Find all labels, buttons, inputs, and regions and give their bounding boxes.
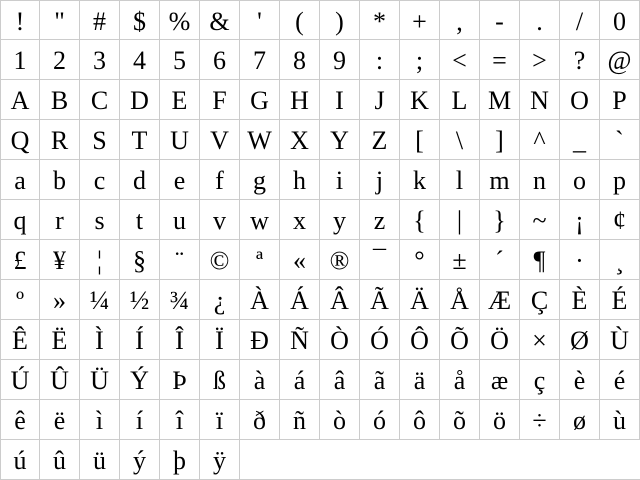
glyph-cell[interactable]: h <box>280 160 320 200</box>
empty-cell <box>280 440 320 480</box>
glyph-cell[interactable]: Õ <box>440 320 480 360</box>
glyph-cell[interactable]: y <box>320 200 360 240</box>
glyph-cell[interactable]: Ç <box>520 280 560 320</box>
glyph-cell[interactable]: Â <box>320 280 360 320</box>
glyph-cell[interactable]: × <box>520 320 560 360</box>
glyph-cell[interactable]: m <box>480 160 520 200</box>
glyph-cell[interactable]: 1 <box>0 40 40 80</box>
glyph-cell[interactable]: Ä <box>400 280 440 320</box>
glyph-cell[interactable]: Y <box>320 120 360 160</box>
glyph-cell[interactable]: Æ <box>480 280 520 320</box>
glyph-cell[interactable]: ! <box>0 0 40 40</box>
glyph-cell[interactable]: Ù <box>600 320 640 360</box>
glyph-cell[interactable]: Ê <box>0 320 40 360</box>
glyph-cell[interactable]: ã <box>360 360 400 400</box>
glyph-cell[interactable]: ¨ <box>160 240 200 280</box>
glyph-cell[interactable]: Q <box>0 120 40 160</box>
glyph-cell[interactable]: F <box>200 80 240 120</box>
glyph-cell[interactable]: Í <box>120 320 160 360</box>
glyph-cell[interactable]: t <box>120 200 160 240</box>
empty-cell <box>360 440 400 480</box>
glyph-cell[interactable]: / <box>560 0 600 40</box>
glyph-cell[interactable]: õ <box>440 400 480 440</box>
glyph-cell[interactable]: v <box>200 200 240 240</box>
glyph-cell[interactable]: I <box>320 80 360 120</box>
glyph-cell[interactable]: æ <box>480 360 520 400</box>
glyph-cell[interactable]: ø <box>560 400 600 440</box>
glyph-cell[interactable]: k <box>400 160 440 200</box>
glyph-cell[interactable]: r <box>40 200 80 240</box>
glyph-cell[interactable]: ý <box>120 440 160 480</box>
glyph-cell[interactable]: » <box>40 280 80 320</box>
empty-cell <box>600 440 640 480</box>
glyph-cell[interactable]: ä <box>400 360 440 400</box>
glyph-cell[interactable]: ½ <box>120 280 160 320</box>
glyph-cell[interactable]: ¡ <box>560 200 600 240</box>
glyph-cell[interactable]: ? <box>560 40 600 80</box>
glyph-cell[interactable]: Ë <box>40 320 80 360</box>
glyph-cell[interactable]: Ý <box>120 360 160 400</box>
glyph-cell[interactable]: > <box>520 40 560 80</box>
glyph-cell[interactable]: b <box>40 160 80 200</box>
glyph-cell[interactable]: < <box>440 40 480 80</box>
glyph-cell[interactable]: u <box>160 200 200 240</box>
glyph-cell[interactable]: ð <box>240 400 280 440</box>
glyph-cell[interactable]: l <box>440 160 480 200</box>
glyph-cell[interactable]: N <box>520 80 560 120</box>
glyph-cell[interactable]: ÷ <box>520 400 560 440</box>
glyph-cell[interactable]: ú <box>0 440 40 480</box>
glyph-cell[interactable]: · <box>560 240 600 280</box>
glyph-cell[interactable]: Ú <box>0 360 40 400</box>
glyph-cell[interactable]: ï <box>200 400 240 440</box>
empty-cell <box>400 440 440 480</box>
empty-cell <box>520 440 560 480</box>
glyph-cell[interactable]: % <box>160 0 200 40</box>
glyph-cell[interactable]: : <box>360 40 400 80</box>
glyph-cell[interactable]: « <box>280 240 320 280</box>
glyph-cell[interactable]: L <box>440 80 480 120</box>
glyph-cell[interactable]: ª <box>240 240 280 280</box>
glyph-cell[interactable]: ) <box>320 0 360 40</box>
glyph-cell[interactable]: 3 <box>80 40 120 80</box>
glyph-cell[interactable]: O <box>560 80 600 120</box>
glyph-cell[interactable]: g <box>240 160 280 200</box>
glyph-cell[interactable]: & <box>200 0 240 40</box>
glyph-cell[interactable]: ó <box>360 400 400 440</box>
glyph-cell[interactable]: E <box>160 80 200 120</box>
glyph-cell[interactable]: ü <box>80 440 120 480</box>
glyph-cell[interactable]: ì <box>80 400 120 440</box>
glyph-cell[interactable]: { <box>400 200 440 240</box>
glyph-cell[interactable]: c <box>80 160 120 200</box>
glyph-cell[interactable]: ö <box>480 400 520 440</box>
glyph-cell[interactable]: Z <box>360 120 400 160</box>
glyph-cell[interactable]: ñ <box>280 400 320 440</box>
glyph-cell[interactable]: ç <box>520 360 560 400</box>
glyph-cell[interactable]: â <box>320 360 360 400</box>
glyph-cell[interactable]: 0 <box>600 0 640 40</box>
empty-cell <box>480 440 520 480</box>
glyph-cell[interactable]: © <box>200 240 240 280</box>
glyph-cell[interactable]: i <box>320 160 360 200</box>
glyph-cell[interactable]: £ <box>0 240 40 280</box>
glyph-cell[interactable]: é <box>600 360 640 400</box>
glyph-cell[interactable]: ¼ <box>80 280 120 320</box>
glyph-cell[interactable]: î <box>160 400 200 440</box>
glyph-cell[interactable]: þ <box>160 440 200 480</box>
glyph-cell[interactable]: Û <box>40 360 80 400</box>
glyph-cell[interactable]: ¯ <box>360 240 400 280</box>
glyph-cell[interactable]: [ <box>400 120 440 160</box>
glyph-cell[interactable]: s <box>80 200 120 240</box>
glyph-cell[interactable]: à <box>240 360 280 400</box>
glyph-cell[interactable]: _ <box>560 120 600 160</box>
glyph-cell[interactable]: X <box>280 120 320 160</box>
glyph-cell[interactable]: § <box>120 240 160 280</box>
glyph-cell[interactable]: # <box>80 0 120 40</box>
glyph-cell[interactable]: f <box>200 160 240 200</box>
glyph-cell[interactable]: ° <box>400 240 440 280</box>
glyph-cell[interactable]: Î <box>160 320 200 360</box>
glyph-cell[interactable]: í <box>120 400 160 440</box>
glyph-cell[interactable]: ¦ <box>80 240 120 280</box>
empty-cell <box>240 440 280 480</box>
glyph-cell[interactable]: P <box>600 80 640 120</box>
glyph-cell[interactable]: D <box>120 80 160 120</box>
glyph-cell[interactable]: ` <box>600 120 640 160</box>
glyph-cell[interactable]: À <box>240 280 280 320</box>
glyph-cell[interactable]: 9 <box>320 40 360 80</box>
glyph-cell[interactable]: 6 <box>200 40 240 80</box>
glyph-cell[interactable]: Ð <box>240 320 280 360</box>
glyph-cell[interactable]: n <box>520 160 560 200</box>
glyph-cell[interactable]: ô <box>400 400 440 440</box>
glyph-cell[interactable]: + <box>400 0 440 40</box>
glyph-cell[interactable]: ( <box>280 0 320 40</box>
glyph-cell[interactable]: $ <box>120 0 160 40</box>
glyph-cell[interactable]: Ò <box>320 320 360 360</box>
glyph-cell[interactable]: è <box>560 360 600 400</box>
glyph-cell[interactable]: . <box>520 0 560 40</box>
glyph-cell[interactable]: ¿ <box>200 280 240 320</box>
glyph-cell[interactable]: ò <box>320 400 360 440</box>
glyph-cell[interactable]: ~ <box>520 200 560 240</box>
glyph-cell[interactable]: É <box>600 280 640 320</box>
glyph-cell[interactable]: G <box>240 80 280 120</box>
glyph-cell[interactable]: | <box>440 200 480 240</box>
glyph-cell[interactable]: d <box>120 160 160 200</box>
glyph-cell[interactable]: W <box>240 120 280 160</box>
glyph-cell[interactable]: J <box>360 80 400 120</box>
glyph-cell[interactable]: o <box>560 160 600 200</box>
glyph-cell[interactable]: x <box>280 200 320 240</box>
glyph-cell[interactable]: 8 <box>280 40 320 80</box>
glyph-cell[interactable]: ÿ <box>200 440 240 480</box>
glyph-cell[interactable]: ; <box>400 40 440 80</box>
glyph-cell[interactable]: ´ <box>480 240 520 280</box>
empty-cell <box>440 440 480 480</box>
glyph-cell[interactable]: R <box>40 120 80 160</box>
glyph-cell[interactable]: Ã <box>360 280 400 320</box>
glyph-cell[interactable]: a <box>0 160 40 200</box>
glyph-cell[interactable]: \ <box>440 120 480 160</box>
glyph-cell[interactable]: @ <box>600 40 640 80</box>
glyph-cell[interactable]: á <box>280 360 320 400</box>
glyph-cell[interactable]: Ø <box>560 320 600 360</box>
glyph-cell[interactable]: A <box>0 80 40 120</box>
glyph-cell[interactable]: ¾ <box>160 280 200 320</box>
glyph-cell[interactable]: ß <box>200 360 240 400</box>
glyph-cell[interactable]: Ô <box>400 320 440 360</box>
empty-cell <box>560 440 600 480</box>
glyph-cell[interactable]: ¥ <box>40 240 80 280</box>
glyph-cell[interactable]: T <box>120 120 160 160</box>
glyph-cell[interactable]: , <box>440 0 480 40</box>
glyph-cell[interactable]: M <box>480 80 520 120</box>
glyph-cell[interactable]: 2 <box>40 40 80 80</box>
glyph-cell[interactable]: U <box>160 120 200 160</box>
glyph-cell[interactable]: * <box>360 0 400 40</box>
glyph-cell[interactable]: H <box>280 80 320 120</box>
glyph-cell[interactable]: q <box>0 200 40 240</box>
glyph-cell[interactable]: Ö <box>480 320 520 360</box>
glyph-cell[interactable]: ® <box>320 240 360 280</box>
glyph-cell[interactable]: ± <box>440 240 480 280</box>
glyph-cell[interactable]: å <box>440 360 480 400</box>
glyph-cell[interactable]: ù <box>600 400 640 440</box>
glyph-cell[interactable]: V <box>200 120 240 160</box>
glyph-cell[interactable]: S <box>80 120 120 160</box>
glyph-cell[interactable]: C <box>80 80 120 120</box>
empty-cell <box>320 440 360 480</box>
glyph-cell[interactable]: = <box>480 40 520 80</box>
glyph-cell[interactable]: Å <box>440 280 480 320</box>
glyph-cell[interactable]: w <box>240 200 280 240</box>
glyph-cell[interactable]: K <box>400 80 440 120</box>
glyph-cell[interactable]: 4 <box>120 40 160 80</box>
glyph-cell[interactable]: } <box>480 200 520 240</box>
glyph-cell[interactable]: ' <box>240 0 280 40</box>
glyph-cell[interactable]: 7 <box>240 40 280 80</box>
glyph-cell[interactable]: Þ <box>160 360 200 400</box>
glyph-cell[interactable]: 5 <box>160 40 200 80</box>
glyph-cell[interactable]: - <box>480 0 520 40</box>
glyph-cell[interactable]: Á <box>280 280 320 320</box>
glyph-cell[interactable]: º <box>0 280 40 320</box>
glyph-cell[interactable]: B <box>40 80 80 120</box>
glyph-cell[interactable]: " <box>40 0 80 40</box>
glyph-cell[interactable]: e <box>160 160 200 200</box>
glyph-cell[interactable]: ¢ <box>600 200 640 240</box>
glyph-cell[interactable]: Ñ <box>280 320 320 360</box>
glyph-cell[interactable]: ¶ <box>520 240 560 280</box>
glyph-cell[interactable]: ë <box>40 400 80 440</box>
glyph-cell[interactable]: ê <box>0 400 40 440</box>
glyph-cell[interactable]: z <box>360 200 400 240</box>
glyph-cell[interactable]: ¸ <box>600 240 640 280</box>
glyph-cell[interactable]: û <box>40 440 80 480</box>
glyph-cell[interactable]: Ì <box>80 320 120 360</box>
glyph-cell[interactable]: p <box>600 160 640 200</box>
glyph-cell[interactable]: Ï <box>200 320 240 360</box>
glyph-cell[interactable]: ] <box>480 120 520 160</box>
glyph-cell[interactable]: ^ <box>520 120 560 160</box>
glyph-cell[interactable]: Ó <box>360 320 400 360</box>
glyph-cell[interactable]: È <box>560 280 600 320</box>
glyph-cell[interactable]: Ü <box>80 360 120 400</box>
glyph-cell[interactable]: j <box>360 160 400 200</box>
